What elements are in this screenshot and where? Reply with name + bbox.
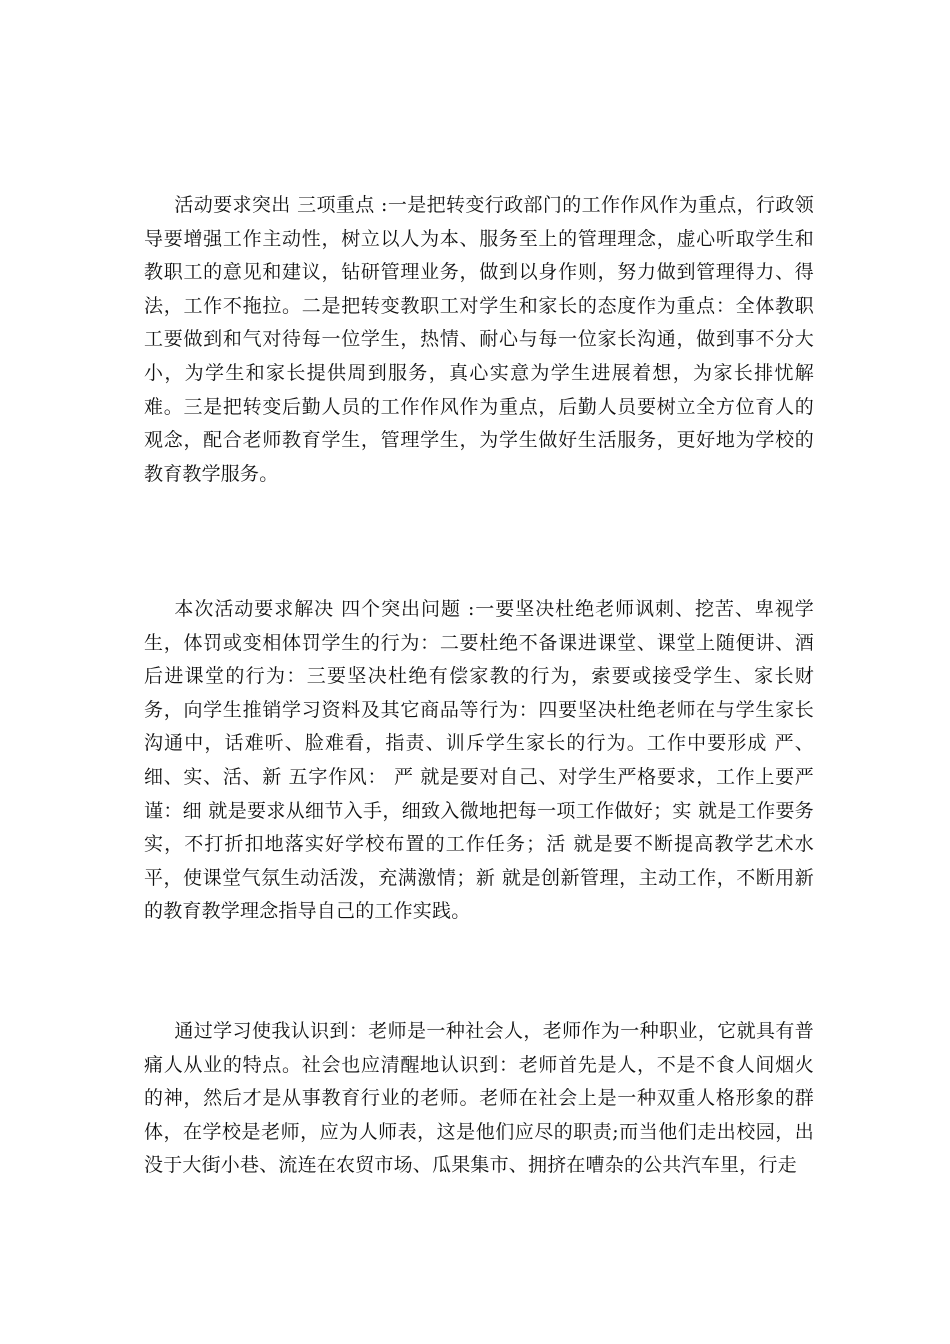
paragraph-four-problems: 本次活动要求解决 四个突出问题 :一要坚决杜绝老师讽刺、挖苦、卑视学生，体罚或变相体罚学生的行为：二要杜绝不备课进课堂、课堂上随便讲、酒后进课堂的行为：三要坚决杜绝有偿家教的行为，索要或接受学生、家长财务，向学生推销学习资料及其它商品等行为：四要坚决杜绝老师在与学生家长沟通中，话难听、脸难看，指责、训斥学生家长的行为。工作中要形成 严、细、实、活、新 五字作风： 严 就是要对自己、对学生严格要求，工作上要严谨：细 就是要求从细节入手，细致入微地把每一项工作做好；实 就是工作要务实，不打折扣地落实好学校布置的工作任务；活 就是要不断提高教学艺术水平，使课堂气氛生动活泼，充满激情；新 就是创新管理，主动工作，不断用新的教育教学理念指导自己的工作实践。 — [144, 598, 814, 923]
paragraph-study-reflection: 通过学习使我认识到：老师是一种社会人，老师作为一种职业，它就具有普痛人从业的特点。社会也应清醒地认识到：老师首先是人，不是不食人间烟火的神，然后才是从事教育行业的老师。老师在社会上是一种双重人格形象的群体，在学校是老师，应为人师表，这是他们应尽的职责;而当他们走出校园，出没于大街小巷、流连在农贸市场、瓜果集市、拥挤在嘈杂的公共汽车里，行走 — [144, 1020, 814, 1177]
paragraph-three-priorities: 活动要求突出 三项重点 :一是把转变行政部门的工作作风作为重点，行政领导要增强工作主动性，树立以人为本、服务至上的管理理念，虚心听取学生和教职工的意见和建议，钻研管理业务，做到以身作则，努力做到管理得力、得法，工作不拖拉。二是把转变教职工对学生和家长的态度作为重点：全体教职工要做到和气对待每一位学生，热情、耐心与每一位家长沟通，做到事不分大小，为学生和家长提供周到服务，真心实意为学生进展着想，为家长排忧解难。三是把转变后勤人员的工作作风作为重点，后勤人员要树立全方位育人的观念，配合老师教育学生，管理学生，为学生做好生活服务，更好地为学校的教育教学服务。 — [144, 194, 814, 485]
